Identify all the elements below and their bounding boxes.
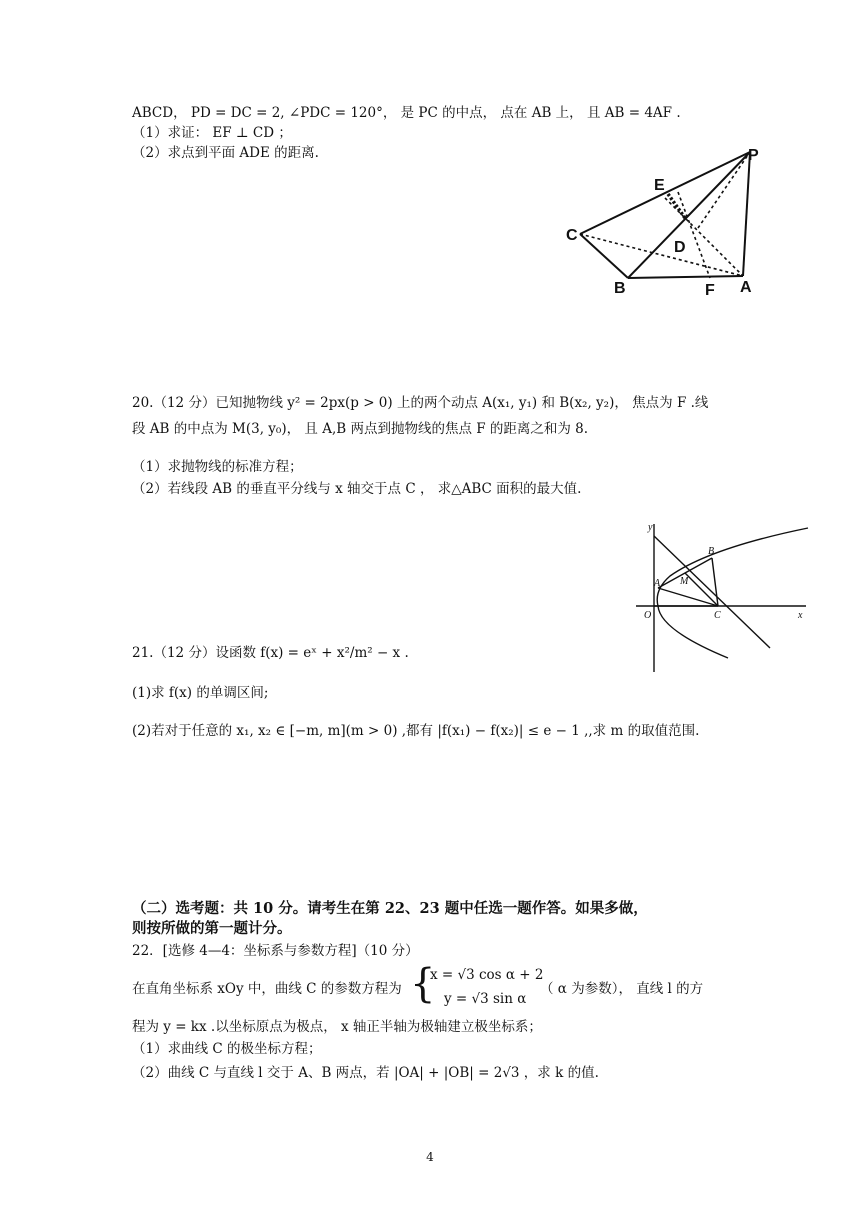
q22-eq1: x = √3 cos α + 2 [430,967,544,983]
label-A2: A [654,578,661,589]
page-number: 4 [426,1150,434,1164]
q19-line1: ABCD， PD = DC = 2, ∠PDC = 120°， 是 PC 的中点， 点在 AB 上， 且 AB = 4AF . [132,105,681,121]
q21-line1: 21.（12 分）设函数 f(x) = eˣ + x²/m² − x . [132,645,409,661]
label-D: D [674,239,686,256]
label-M: M [680,576,689,587]
label-P: P [748,147,759,164]
q20-part1: （1）求抛物线的标准方程； [132,459,303,475]
q22-line2: 程为 y = kx .以坐标原点为极点， x 轴正半轴为极轴建立极坐标系； [132,1019,542,1035]
label-y: y [648,522,653,533]
q19-part1: （1）求证： EF ⊥ CD ； [132,125,292,141]
q22-title: 22．[选修 4—4：坐标系与参数方程]（10 分） [132,943,419,959]
q22-eq2: y = √3 sin α [444,991,527,1007]
section2-line2: 则按所做的第一题计分。 [132,920,292,937]
parabola-figure [630,518,810,678]
q19-part2: （2）求点到平面 ADE 的距离. [132,145,319,161]
q21-part2: (2)若对于任意的 x₁, x₂ ∈ [−m, m](m > 0) ,都有 |f(x₁) − f(x₂)| ≤ e − 1 ,,求 m 的取值范围. [132,723,700,739]
pyramid-figure [560,140,770,300]
label-B2: B [708,546,715,557]
q20-line2: 段 AB 的中点为 M(3, y₀)， 且 A,B 两点到抛物线的焦点 F 的距离之和为 8. [132,421,589,437]
q22-part2: （2）曲线 C 与直线 l 交于 A、B 两点，若 |OA| + |OB| = 2√3 ，求 k 的值. [132,1065,599,1081]
q21-part1: (1)求 f(x) 的单调区间; [132,685,269,701]
label-E: E [654,177,665,194]
equation-brace: { [410,961,436,1007]
q20-line1: 20.（12 分）已知抛物线 y² = 2px(p > 0) 上的两个动点 A(x₁, y₁) 和 B(x₂, y₂)， 焦点为 F .线 [132,395,709,411]
q22-line1-prefix: 在直角坐标系 xOy 中，曲线 C 的参数方程为 [132,981,402,997]
label-O: O [644,610,652,621]
label-x: x [798,610,803,621]
label-A: A [740,279,752,296]
label-C: C [566,227,578,244]
section2-line1: （二）选考题：共 10 分。请考生在第 22、23 题中任选一题作答。如果多做， [132,900,648,917]
q22-part1: （1）求曲线 C 的极坐标方程； [132,1041,322,1057]
label-F: F [705,282,715,299]
q20-part2: （2）若线段 AB 的垂直平分线与 x 轴交于点 C ， 求△ABC 面积的最大值. [132,481,582,497]
q22-line1-suffix: （ α 为参数）， 直线 l 的方 [540,981,704,997]
label-C2: C [714,610,721,621]
label-B: B [614,280,626,297]
